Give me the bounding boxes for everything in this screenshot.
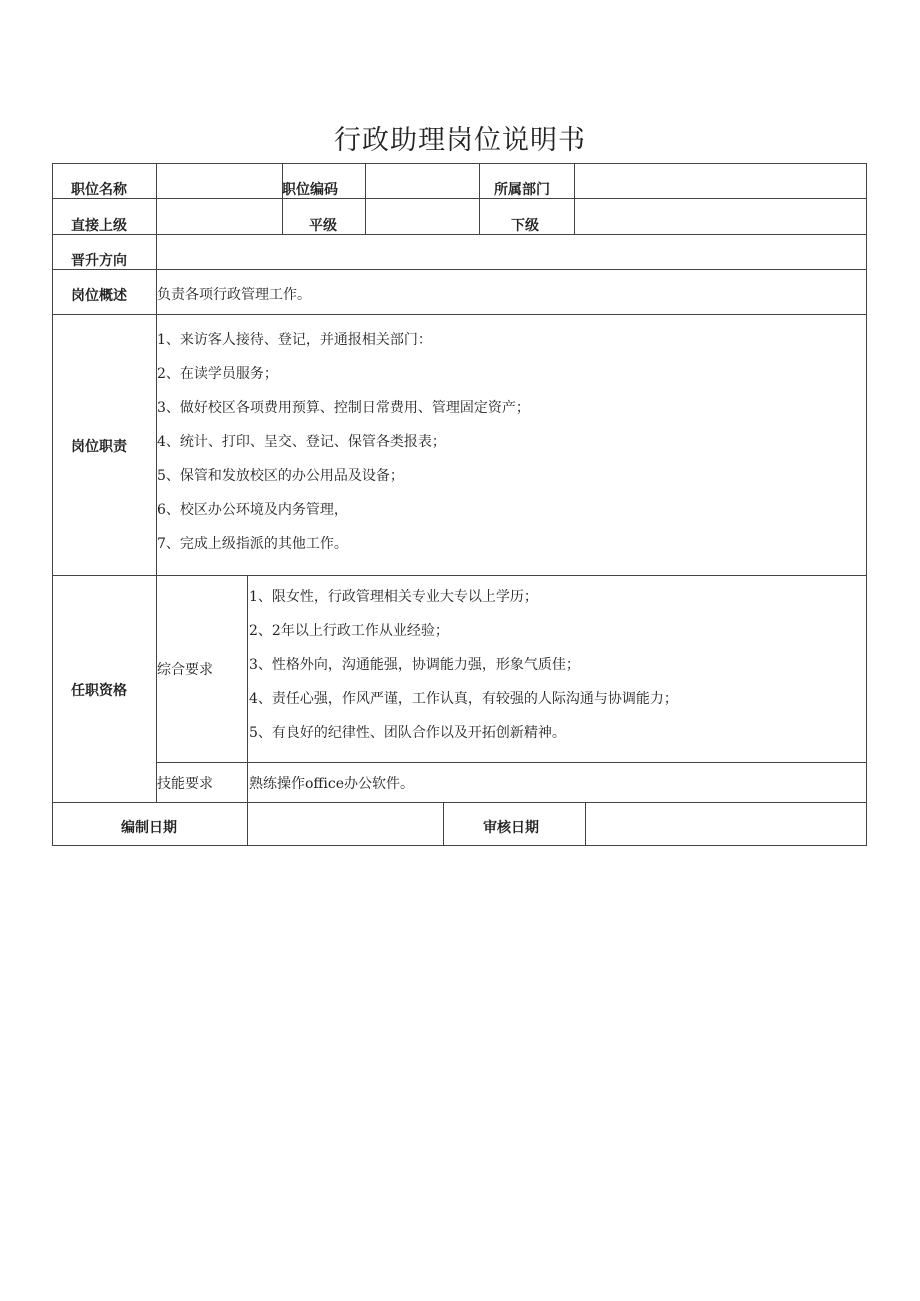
requirement-item: 3、性格外向，沟通能强，协调能力强，形象气质佳； (249, 657, 580, 673)
duty-item: 2、在读学员服务； (157, 366, 278, 382)
skill-requirements-text: 熟练操作office办公软件。 (249, 776, 414, 792)
row-divider (53, 269, 866, 270)
duties-label: 岗位职责 (71, 439, 127, 455)
requirement-item: 1、限女性，行政管理相关专业大专以上学历； (249, 589, 538, 605)
compile-date-field[interactable] (248, 803, 442, 845)
requirement-item: 5、有良好的纪律性、团队合作以及开拓创新精神。 (249, 725, 566, 741)
subordinate-field[interactable] (575, 199, 865, 233)
department-label: 所属部门 (494, 182, 550, 198)
review-date-label: 审核日期 (483, 820, 539, 836)
general-requirements-label: 综合要求 (157, 662, 213, 678)
department-field[interactable] (575, 165, 865, 197)
superior-field[interactable] (157, 199, 281, 233)
requirement-item: 4、责任心强，作风严谨，工作认真，有较强的人际沟通与协调能力； (249, 691, 678, 707)
overview-label: 岗位概述 (71, 288, 127, 304)
duty-item: 6、校区办公环境及内务管理， (157, 502, 348, 518)
duty-item: 5、保管和发放校区的办公用品及设备； (157, 468, 404, 484)
promotion-label: 晋升方向 (71, 253, 127, 269)
promotion-field[interactable] (157, 235, 865, 268)
col-divider (479, 164, 480, 234)
compile-date-label: 编制日期 (121, 820, 177, 836)
row-divider (156, 762, 866, 763)
duty-item: 3、做好校区各项费用预算、控制日常费用、管理固定资产； (157, 400, 530, 416)
peer-field[interactable] (366, 199, 478, 233)
review-date-field[interactable] (586, 803, 865, 845)
job-description-table (52, 163, 867, 846)
col-divider (282, 164, 283, 234)
page-title: 行政助理岗位说明书 (334, 125, 586, 156)
position-name-label: 职位名称 (71, 182, 127, 198)
duty-item: 1、来访客人接待、登记，并通报相关部门： (157, 332, 432, 348)
col-divider (247, 575, 248, 802)
position-name-field[interactable] (157, 165, 281, 197)
row-divider (53, 314, 866, 315)
subordinate-label: 下级 (511, 218, 539, 234)
position-code-field[interactable] (366, 165, 478, 197)
requirement-item: 2、2年以上行政工作从业经验； (249, 623, 449, 639)
qualifications-label: 任职资格 (71, 683, 127, 699)
overview-text: 负责各项行政管理工作。 (157, 287, 311, 303)
duty-item: 4、统计、打印、呈交、登记、保管各类报表； (157, 434, 446, 450)
superior-label: 直接上级 (71, 218, 127, 234)
row-divider (53, 575, 866, 576)
col-divider (443, 802, 444, 845)
peer-label: 平级 (309, 218, 337, 234)
position-code-label: 职位编码 (282, 182, 338, 198)
duty-item: 7、完成上级指派的其他工作。 (157, 536, 348, 552)
skill-requirements-label: 技能要求 (157, 776, 213, 792)
